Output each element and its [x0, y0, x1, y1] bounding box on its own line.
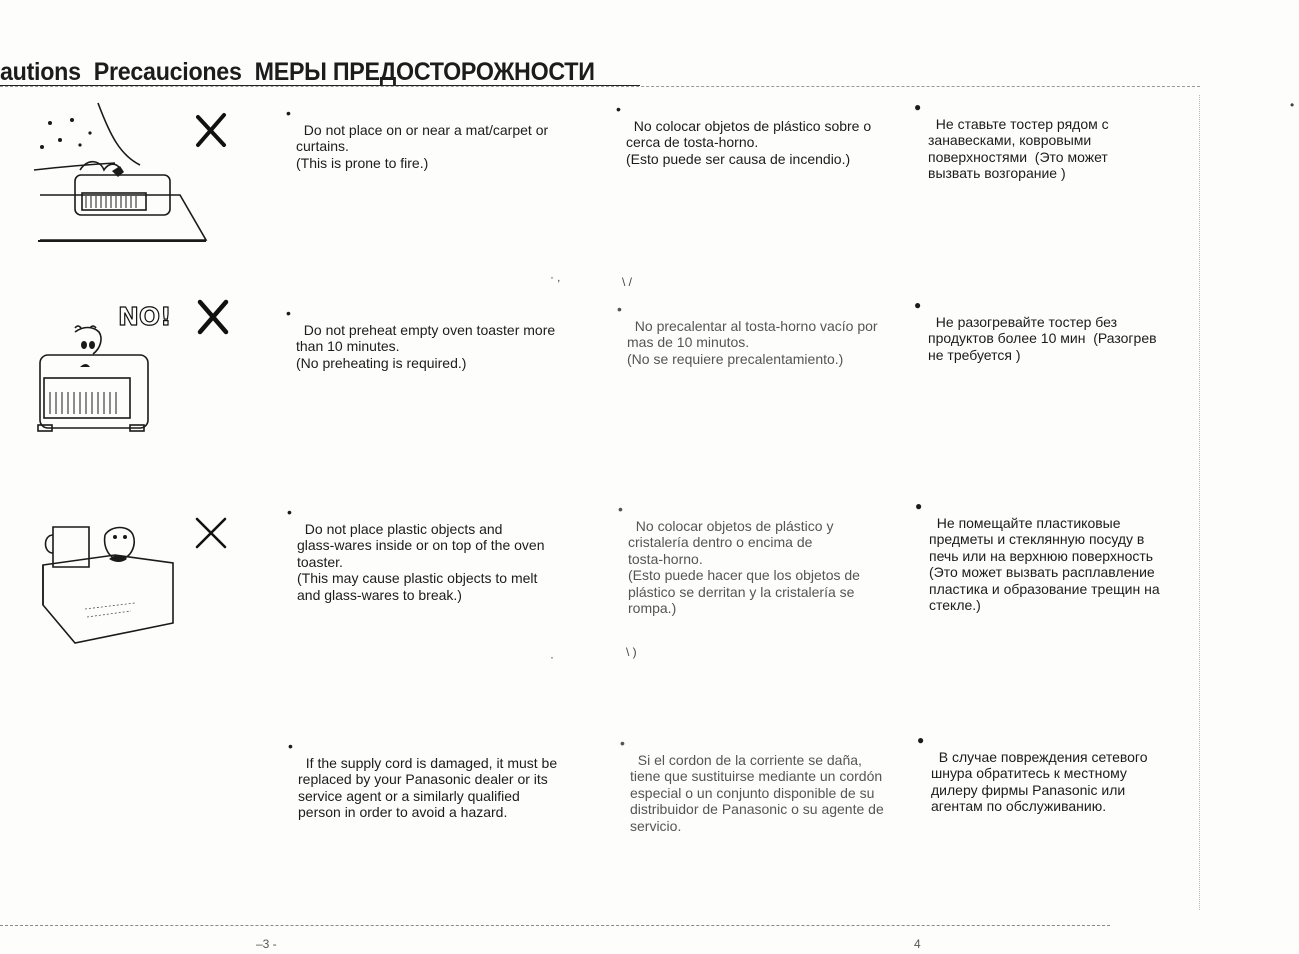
bullet: ● [914, 298, 922, 312]
section-1-spanish: • No colocar objetos de plástico sobre o cerca de tosta-horno. (Esto puede ser causa de incendio.) [616, 101, 872, 167]
bullet: • [286, 305, 291, 321]
footer-divider [0, 925, 1110, 926]
page-title [0, 55, 608, 89]
title-spanish: Precauciones [93, 58, 242, 86]
page-number-left: –3 - [256, 937, 277, 951]
section-4-russian: ● В случае повреждения сетевого шнура обратитесь к местному дилеру фирмы Panasonic или агентам по обслуживанию. [917, 733, 1148, 814]
bullet: • [286, 105, 291, 121]
title-russian: МЕРЫ ПРЕДОСТОРОЖНОСТИ [254, 58, 595, 86]
bullet: • [287, 504, 292, 520]
illustration-preheat-toaster [30, 292, 245, 437]
no-label: NO! [118, 302, 172, 331]
cross-mark-icon [200, 302, 226, 332]
section-3-russian: ● Не помещайте пластиковые предметы и стеклянную посуду в печь или на верхнюю поверхность (Это может вызвать расплавление пластика и образование трещин на стекле.) [915, 499, 1160, 613]
scan-speck: \ / [622, 275, 633, 289]
section-4-english: • If the supply cord is damaged, it must be replaced by your Panasonic dealer or its service agent or a similarly qualified person in order to avoid a hazard. [288, 738, 558, 820]
header-divider-solid [0, 85, 640, 86]
bullet: • [617, 301, 622, 317]
header-divider-dashed [0, 86, 1200, 87]
section-2-english: • Do not preheat empty oven toaster more than 10 minutes. (No preheating is required.) [286, 305, 556, 371]
bullet: ● [915, 499, 923, 513]
bullet: • [288, 738, 293, 754]
section-2-russian: ● Не разогревайте тостер без продуктов более 10 мин (Разогрев не требуется ) [914, 298, 1157, 363]
section-2-spanish: • No precalentar al tosta-horno vacío por mas de 10 minutos. (No se requiere precalentamiento.) [617, 301, 878, 367]
bullet: ● [917, 733, 925, 747]
illustration-curtain-toaster [20, 95, 240, 250]
scan-speck: · [550, 650, 554, 664]
scan-speck: • [1290, 98, 1295, 112]
title-english: autions [0, 58, 81, 86]
section-1-english: • Do not place on or near a mat/carpet or curtains. (This is prone to fire.) [286, 105, 549, 171]
bullet: • [616, 101, 621, 117]
bullet: • [618, 501, 623, 517]
cross-mark-icon [197, 519, 225, 547]
section-3-english: • Do not place plastic objects and glass-wares inside or on top of the oven toaster. (This may cause plastic objects to melt and glass-wares to break.) [287, 504, 545, 603]
bullet: ● [914, 100, 922, 114]
page-number-right: 4 [914, 937, 921, 951]
page-header [0, 55, 640, 89]
scan-speck: · ‚ [550, 270, 560, 284]
illustration-plastic-glass-toaster [35, 505, 240, 655]
section-4-spanish: • Si el cordon de la corriente se daña, tiene que sustituirse mediante un cordón especial o un conjunto disponible de su distribuidor de Panasonic o su agente de servicio. [620, 735, 884, 834]
cross-mark-icon [198, 115, 224, 145]
scan-speck: \ ) [626, 645, 637, 659]
section-1-russian: ● Не ставьте тостер рядом с занавесками, ковровыми поверхностями (Это может вызвать возгорание ) [914, 100, 1109, 181]
bullet: • [620, 735, 625, 751]
section-3-spanish: • No colocar objetos de plástico y cristalería dentro o encima de tosta-horno. (Esto puede hacer que los objetos de plástico se derritan y la cristalería se rompa.) [618, 501, 860, 616]
